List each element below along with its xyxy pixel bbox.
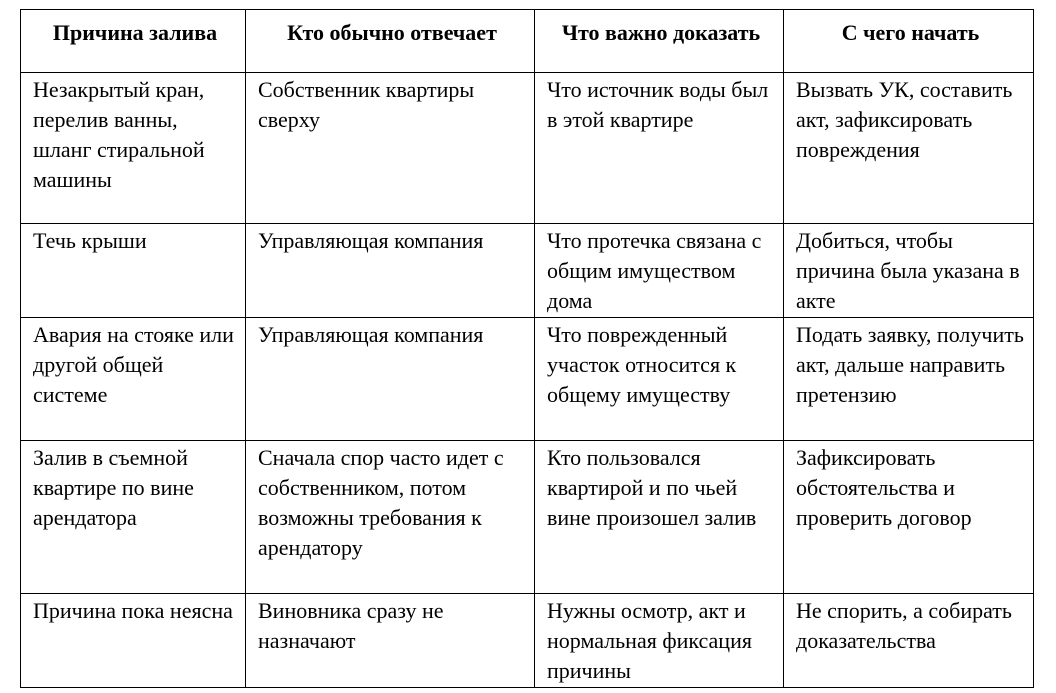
table-cell: Собственник квартиры сверху (246, 73, 535, 224)
header-responsible: Кто обычно отвечает (246, 10, 535, 73)
header-cause: Причина залива (21, 10, 246, 73)
table-cell: Кто пользовался квартирой и по чьей вине произошел залив (535, 441, 784, 594)
table-cell: Управляющая компания (246, 224, 535, 318)
table-cell: Вызвать УК, составить акт, зафиксировать повреждения (784, 73, 1034, 224)
table-cell: Залив в съемной квартире по вине арендатора (21, 441, 246, 594)
table-cell: Авария на стояке или другой общей системе (21, 318, 246, 441)
table-cell: Нужны осмотр, акт и нормальная фиксация причины (535, 594, 784, 688)
table-cell: Сначала спор часто идет с собственником, потом возможны требования к арендатору (246, 441, 535, 594)
flooding-responsibility-table (20, 9, 1034, 688)
table-row (21, 441, 1034, 594)
table-cell: Что протечка связана с общим имуществом дома (535, 224, 784, 318)
table-row (21, 318, 1034, 441)
table-row (21, 73, 1034, 224)
header-what-to-prove: Что важно доказать (535, 10, 784, 73)
table-header-row (21, 10, 1034, 73)
table-cell: Не спорить, а собирать доказательства (784, 594, 1034, 688)
header-where-to-start: С чего начать (784, 10, 1034, 73)
table-cell: Причина пока неясна (21, 594, 246, 688)
table-cell: Подать заявку, получить акт, дальше направить претензию (784, 318, 1034, 441)
table-row (21, 594, 1034, 688)
table-cell: Течь крыши (21, 224, 246, 318)
table-cell: Что поврежденный участок относится к общему имуществу (535, 318, 784, 441)
table-row (21, 224, 1034, 318)
table-cell: Добиться, чтобы причина была указана в акте (784, 224, 1034, 318)
table-cell: Управляющая компания (246, 318, 535, 441)
table-cell: Незакрытый кран, перелив ванны, шланг стиральной машины (21, 73, 246, 224)
table-cell: Зафиксировать обстоятельства и проверить договор (784, 441, 1034, 594)
table-cell: Виновника сразу не назначают (246, 594, 535, 688)
table-cell: Что источник воды был в этой квартире (535, 73, 784, 224)
